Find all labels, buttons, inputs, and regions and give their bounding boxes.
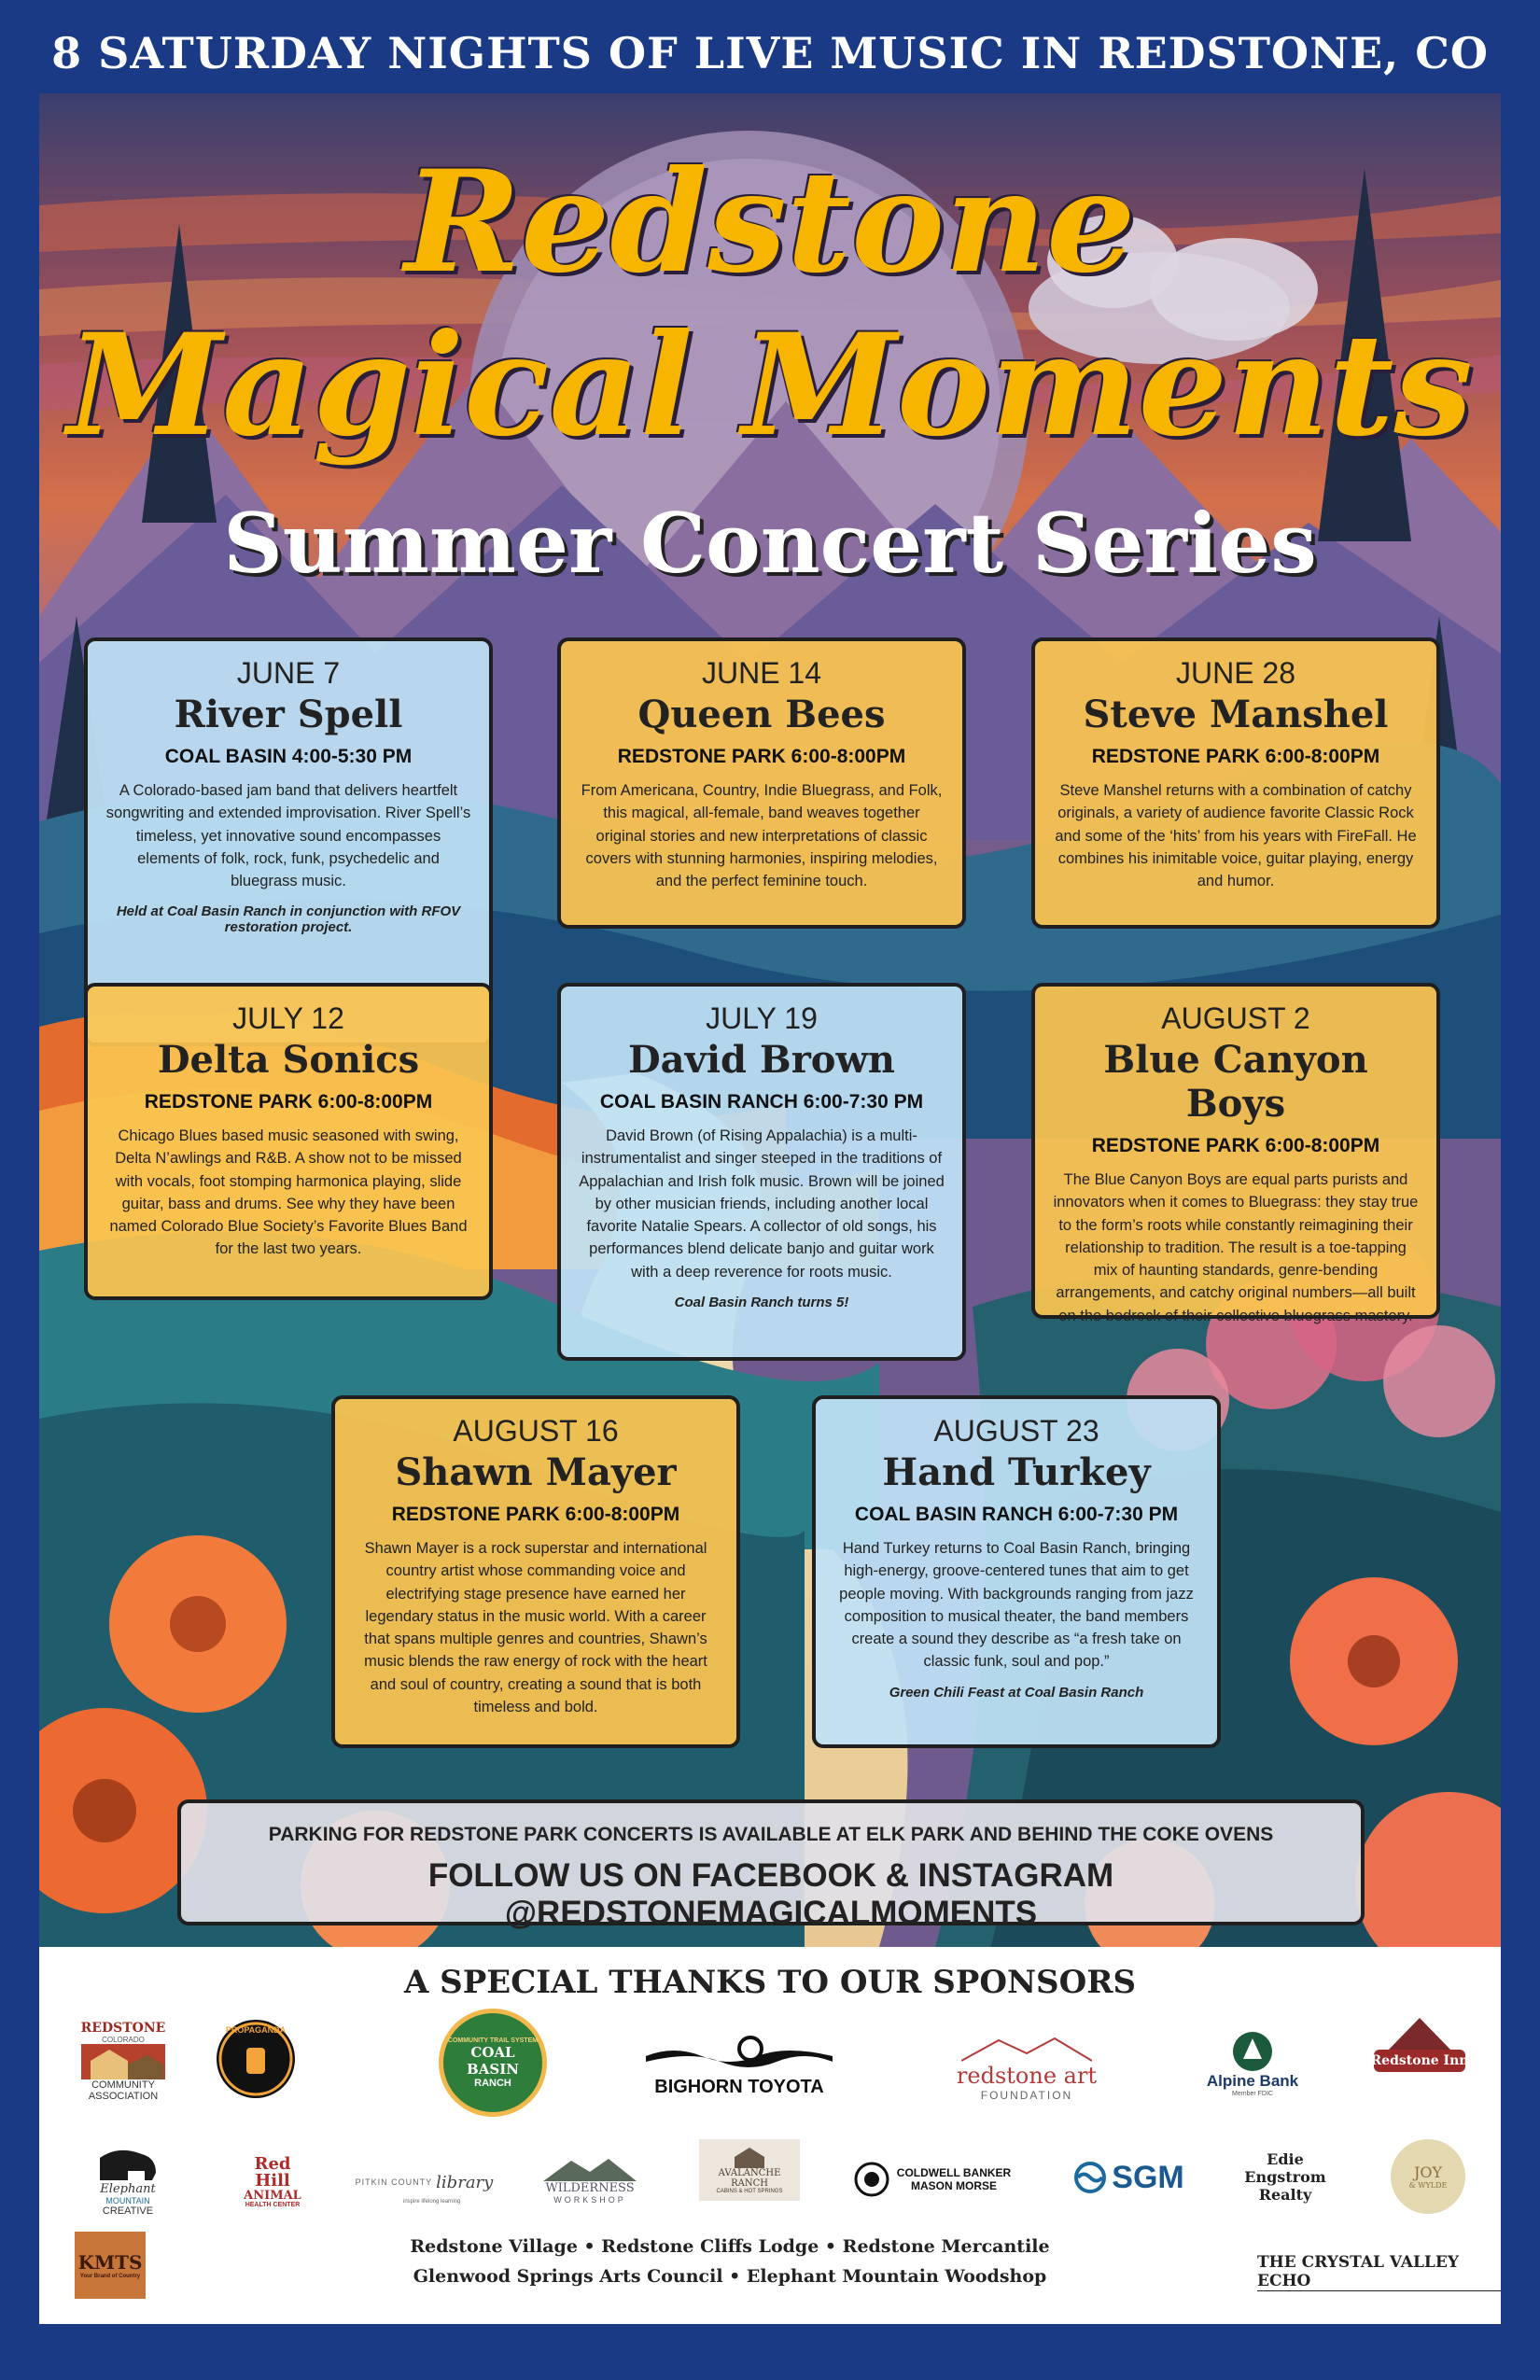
illustration-area	[39, 93, 1501, 1947]
concert-band: Hand Turkey	[882, 1450, 1151, 1494]
concert-card-june-14	[557, 637, 966, 929]
cb-seal-icon	[854, 2162, 889, 2197]
concert-venue: COAL BASIN 4:00-5:30 PM	[164, 746, 413, 767]
concert-date: JULY 19	[706, 1001, 818, 1035]
edie-engstrom-realty-logo: Edie Engstrom Realty	[1244, 2149, 1326, 2204]
concert-band: River Spell	[174, 693, 403, 736]
concert-date: AUGUST 2	[1161, 1001, 1310, 1035]
mountain-outline-icon	[961, 2035, 1092, 2063]
red-hill-animal-health-logo: Red Hill ANIMAL HEALTH CENTER	[244, 2154, 301, 2208]
social-follow: FOLLOW US ON FACEBOOK & INSTAGRAM @REDSTONEMAGICALMOMENTS	[427, 1857, 1114, 1931]
concert-band: Queen Bees	[637, 693, 886, 736]
sponsor-text-list	[310, 2232, 1150, 2292]
sgm-wave-icon	[1074, 2162, 1106, 2193]
tree-icon	[1232, 2031, 1273, 2072]
concert-description: The Blue Canyon Boys are equal parts purists and innovators when it comes to Bluegrass: they stay true to the form’s roots while constantly reimagining their relationship to tradition. The result is a toe-tapping mix of haunting standards, genre-bending arrangements, and catchy original numbers—all built on the bedrock of their collective bluegrass mastery.	[1053, 1171, 1419, 1324]
pitkin-county-library-logo: PITKIN COUNTY library inspire lifelong learning	[355, 2172, 494, 2205]
concert-venue: COAL BASIN RANCH 6:00-7:30 PM	[599, 1091, 924, 1113]
subtitle: Summer Concert Series	[223, 495, 1317, 592]
concert-description: Chicago Blues based music seasoned with swing, Delta N’awlings and R&B. A show not to be missed with vocals, foot stomping harmonica playing, slide guitar, bass and drums. See why they have been named Colorado Blue Society’s Favorite Blues Band for the last two years.	[109, 1127, 468, 1258]
elephant-icon	[91, 2145, 165, 2182]
concert-date: JUNE 28	[1175, 656, 1296, 690]
redstone-community-association-logo: REDSTONE COLORADO COMMUNITY ASSOCIATION	[80, 2020, 166, 2102]
concert-description: A Colorado-based jam band that delivers heartfelt songwriting and extended improvisation. River Spell’s timeless, yet innovative sound encompasses elements of folk, rock, funk, psychedelic and bluegrass music.	[105, 782, 471, 889]
concert-band: David Brown	[627, 1038, 895, 1082]
concert-band: Shawn Mayer	[395, 1450, 677, 1494]
coldwell-banker-mason-morse-logo: COLDWELL BANKER MASON MORSE	[844, 2156, 1021, 2203]
concert-date: JUNE 14	[701, 656, 822, 690]
coal-basin-ranch-logo: COMMUNITY TRAIL SYSTEM COAL BASIN RANCH	[439, 2009, 547, 2117]
concert-date: JUNE 7	[236, 656, 341, 690]
concert-card-august-16	[331, 1395, 740, 1748]
elephant-mountain-creative-logo: Elephant MOUNTAIN CREATIVE	[77, 2143, 179, 2218]
concert-note: Green Chili Feast at Coal Basin Ranch	[889, 1684, 1144, 1701]
avalanche-ranch-logo: AVALANCHE RANCH CABINS & HOT SPRINGS	[699, 2139, 800, 2201]
alpine-bank-logo: Alpine Bank Member FDIC	[1201, 2022, 1304, 2106]
concert-band: Delta Sonics	[157, 1038, 420, 1082]
concert-band: Blue Canyon Boys	[1103, 1038, 1368, 1126]
sgm-logo: SGM	[1055, 2154, 1204, 2201]
concert-description: Shawn Mayer is a rock superstar and international country artist whose commanding voice and electrifying stage presence have earned her legendary status in the music world. With a career that spans multiple genres and countries, Shawn’s music blends the raw energy of rock with the heart and soul of country, creating a sound that is both timeless and bold.	[364, 1540, 707, 1715]
concert-note: Coal Basin Ranch turns 5!	[674, 1294, 849, 1310]
concert-venue: REDSTONE PARK 6:00-8:00PM	[1091, 1135, 1380, 1156]
concert-description: David Brown (of Rising Appalachia) is a multi-instrumentalist and singer steeped in the traditions of Appalachian and Irish folk music. Brown will be joined by other musician friends, including another local favorite Natalie Spears. A collector of old songs, his performances blend delicate banjo and guitar work with a deep reverence for roots music.	[579, 1127, 945, 1281]
sponsor-text-line-1: Redstone Village • Redstone Cliffs Lodge • Redstone Mercantile	[410, 2236, 1050, 2257]
concert-date: JULY 12	[232, 1001, 344, 1035]
propaganda-logo: PROPAGANDA	[217, 2020, 295, 2098]
concert-card-august-2	[1031, 983, 1440, 1324]
crystal-valley-echo-logo: THE CRYSTAL VALLEY ECHO	[1257, 2253, 1501, 2291]
concert-note: Held at Coal Basin Ranch in conjunction with RFOV restoration project.	[116, 903, 461, 936]
concert-venue: COAL BASIN RANCH 6:00-7:30 PM	[854, 1504, 1179, 1525]
top-banner-text: 8 SATURDAY NIGHTS OF LIVE MUSIC IN REDSTONE, CO	[51, 28, 1489, 78]
concert-venue: REDSTONE PARK 6:00-8:00PM	[391, 1504, 680, 1525]
sponsors-section	[39, 1947, 1501, 2324]
concert-card-july-12	[84, 983, 493, 1300]
concert-card-june-28	[1031, 637, 1440, 929]
title-line-2: Magical Moments	[67, 303, 1473, 468]
bighorn-toyota-logo: BIGHORN TOYOTA	[646, 2029, 833, 2104]
sponsors-title: A SPECIAL THANKS TO OUR SPONSORS	[403, 1964, 1137, 2001]
inn-badge-icon	[1368, 2014, 1471, 2089]
bighorn-sheep-icon	[646, 2036, 833, 2077]
parking-info: PARKING FOR REDSTONE PARK CONCERTS IS AVAILABLE AT ELK PARK AND BEHIND THE COKE OVENS	[268, 1824, 1274, 1845]
concert-date: AUGUST 16	[453, 1414, 619, 1448]
concert-band: Steve Manshel	[1083, 693, 1389, 736]
concert-date: AUGUST 23	[933, 1414, 1099, 1448]
cabin-icon	[731, 2146, 768, 2168]
info-bar	[177, 1799, 1365, 1931]
concert-description: Hand Turkey returns to Coal Basin Ranch, bringing high-energy, groove-centered tunes that aim to get people moving. With backgrounds ranging from jazz composition to musical theater, the band members create a sound they describe as “a fresh take on classic funk, soul and pop.”	[839, 1540, 1194, 1671]
redstone-art-foundation-logo: redstone art FOUNDATION	[943, 2022, 1111, 2115]
concert-description: From Americana, Country, Indie Bluegrass, and Folk, this magical, all-female, band weaves together original stories and new interpretations of classic covers with stunning harmonies, inspiring melodies, and the perfect feminine touch.	[581, 782, 943, 889]
redstone-inn-logo: Redstone Inn	[1368, 2014, 1471, 2089]
concert-description: Steve Manshel returns with a combination of catchy originals, a variety of audience favorite Classic Rock and some of the ‘hits’ from his years with FireFall. He combines his inimitable voice, guitar playing, energy and humor.	[1055, 782, 1417, 889]
wilderness-workshop-logo: WILDERNESS WORKSHOP	[534, 2148, 646, 2213]
title-line-1: Redstone	[404, 140, 1136, 304]
concert-venue: REDSTONE PARK 6:00-8:00PM	[1091, 746, 1380, 767]
concert-venue: REDSTONE PARK 6:00-8:00PM	[617, 746, 906, 767]
concert-card-july-19	[557, 983, 966, 1361]
mountain-range-icon	[543, 2157, 637, 2181]
house-icon	[81, 2044, 165, 2079]
sponsor-text-line-2: Glenwood Springs Arts Council • Elephant Mountain Woodshop	[413, 2266, 1047, 2288]
concert-card-august-23	[812, 1395, 1221, 1748]
concert-venue: REDSTONE PARK 6:00-8:00PM	[144, 1091, 433, 1113]
kmts-logo: KMTS Your Brand of Country	[75, 2232, 146, 2299]
joy-and-wylde-logo: JOY & WYLDE	[1391, 2139, 1465, 2214]
